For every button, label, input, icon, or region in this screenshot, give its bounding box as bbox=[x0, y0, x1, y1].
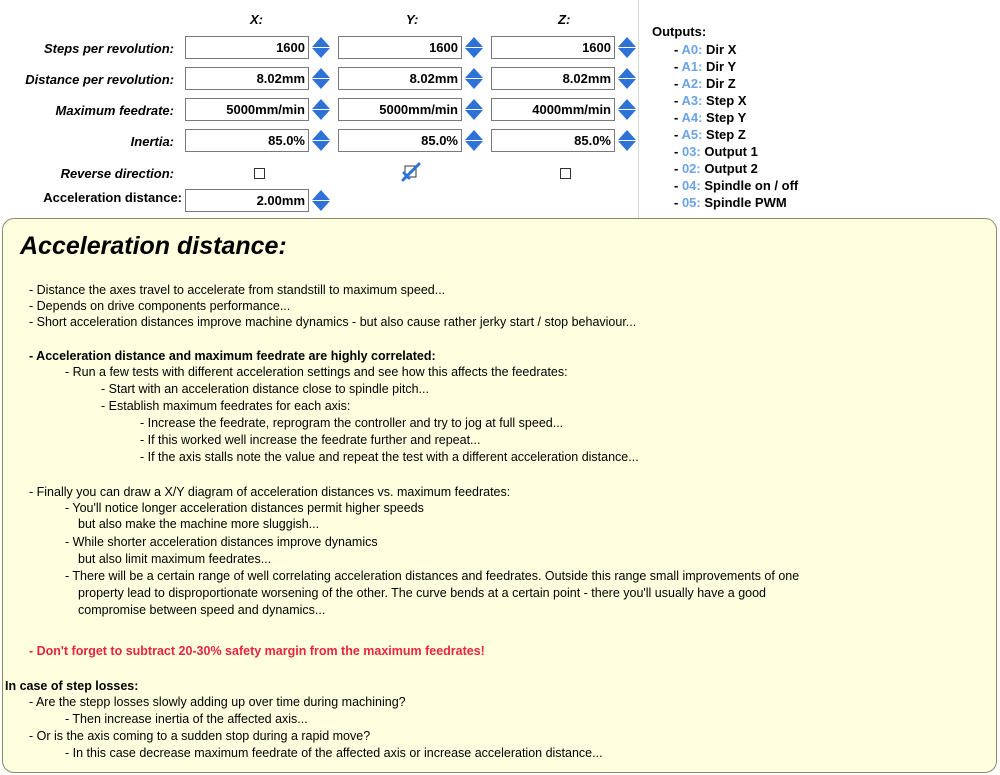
inertia-x-field[interactable] bbox=[185, 129, 331, 152]
inertia-y-spinner[interactable] bbox=[464, 129, 484, 152]
steps-y-input[interactable]: 1600 bbox=[338, 36, 462, 59]
output-item: - 04: Spindle on / off bbox=[674, 178, 799, 193]
reverse-z-checkbox[interactable] bbox=[560, 168, 571, 179]
column-header-x: X: bbox=[250, 12, 263, 27]
tooltip-line: - Increase the feedrate, reprogram the controller and try to jog at full speed... bbox=[140, 416, 564, 430]
spin-down-icon[interactable] bbox=[312, 79, 330, 89]
acceleration-distance-field[interactable] bbox=[185, 189, 331, 212]
output-item: - 05: Spindle PWM bbox=[674, 195, 787, 210]
feedrate-z-field[interactable] bbox=[491, 98, 637, 121]
tooltip-line: - Then increase inertia of the affected axis... bbox=[65, 712, 308, 726]
tooltip-line: but also make the machine more sluggish... bbox=[78, 517, 320, 531]
distance-z-input[interactable]: 8.02mm bbox=[491, 67, 615, 90]
help-tooltip bbox=[2, 218, 997, 773]
tooltip-line: - While shorter acceleration distances improve dynamics bbox=[65, 535, 378, 549]
distance-y-input[interactable]: 8.02mm bbox=[338, 67, 462, 90]
feedrate-x-field[interactable] bbox=[185, 98, 331, 121]
tooltip-line: - Short acceleration distances improve machine dynamics - but also cause rather jerky start / stop behaviour... bbox=[29, 315, 637, 329]
steps-x-spinner[interactable] bbox=[311, 36, 331, 59]
spin-down-icon[interactable] bbox=[312, 201, 330, 211]
output-item: - A3: Step X bbox=[674, 93, 747, 108]
feedrate-z-input[interactable]: 4000mm/min bbox=[491, 98, 615, 121]
reverse-x-checkbox[interactable] bbox=[254, 168, 265, 179]
distance-y-field[interactable] bbox=[338, 67, 484, 90]
inertia-y-field[interactable] bbox=[338, 129, 484, 152]
output-item: - A1: Dir Y bbox=[674, 59, 737, 74]
spin-up-icon[interactable] bbox=[465, 99, 483, 109]
spin-up-icon[interactable] bbox=[312, 190, 330, 200]
tooltip-line: - Finally you can draw a X/Y diagram of acceleration distances vs. maximum feedrates: bbox=[29, 485, 511, 499]
spin-up-icon[interactable] bbox=[312, 68, 330, 78]
spin-down-icon[interactable] bbox=[312, 48, 330, 58]
reverse-direction-label: Reverse direction: bbox=[60, 166, 174, 181]
spin-down-icon[interactable] bbox=[312, 110, 330, 120]
feedrate-x-input[interactable]: 5000mm/min bbox=[185, 98, 309, 121]
panel-divider bbox=[638, 0, 639, 218]
acceleration-distance-input[interactable]: 2.00mm bbox=[185, 189, 309, 212]
output-item: - A0: Dir X bbox=[674, 42, 737, 57]
column-header-y: Y: bbox=[406, 12, 419, 27]
spin-down-icon[interactable] bbox=[465, 48, 483, 58]
spin-down-icon[interactable] bbox=[618, 110, 636, 120]
tooltip-line: - Run a few tests with different acceleration settings and see how this affects the feedrates: bbox=[65, 365, 568, 379]
tooltip-line: property lead to disproportionate worsening of the other. The curve bends at a certain point - there you'll usually have a good bbox=[78, 586, 767, 600]
spin-up-icon[interactable] bbox=[312, 99, 330, 109]
steps-x-field[interactable] bbox=[185, 36, 331, 59]
distance-z-field[interactable] bbox=[491, 67, 637, 90]
spin-down-icon[interactable] bbox=[618, 79, 636, 89]
steps-y-spinner[interactable] bbox=[464, 36, 484, 59]
tooltip-line: - Establish maximum feedrates for each axis: bbox=[101, 399, 351, 413]
distance-x-field[interactable] bbox=[185, 67, 331, 90]
tooltip-line: - Depends on drive components performance... bbox=[29, 299, 291, 313]
inertia-y-input[interactable]: 85.0% bbox=[338, 129, 462, 152]
spin-down-icon[interactable] bbox=[465, 110, 483, 120]
inertia-label: Inertia: bbox=[130, 134, 174, 149]
tooltip-line: - Start with an acceleration distance close to spindle pitch... bbox=[101, 382, 429, 396]
tooltip-line: - Or is the axis coming to a sudden stop during a rapid move? bbox=[29, 729, 371, 743]
feedrate-y-field[interactable] bbox=[338, 98, 484, 121]
steps-x-input[interactable]: 1600 bbox=[185, 36, 309, 59]
safety-margin-warning: - Don't forget to subtract 20-30% safety margin from the maximum feedrates! bbox=[29, 644, 485, 658]
inertia-x-input[interactable]: 85.0% bbox=[185, 129, 309, 152]
feedrate-z-spinner[interactable] bbox=[617, 98, 637, 121]
spin-up-icon[interactable] bbox=[312, 37, 330, 47]
tooltip-section-heading: In case of step losses: bbox=[5, 679, 139, 693]
spin-up-icon[interactable] bbox=[618, 37, 636, 47]
spin-down-icon[interactable] bbox=[465, 141, 483, 151]
spin-down-icon[interactable] bbox=[618, 141, 636, 151]
spin-down-icon[interactable] bbox=[465, 79, 483, 89]
steps-z-field[interactable] bbox=[491, 36, 637, 59]
spin-up-icon[interactable] bbox=[312, 130, 330, 140]
tooltip-line: - Distance the axes travel to accelerate from standstill to maximum speed... bbox=[29, 283, 446, 297]
outputs-list bbox=[652, 24, 798, 211]
inertia-z-spinner[interactable] bbox=[617, 129, 637, 152]
maximum-feedrate-label: Maximum feedrate: bbox=[55, 103, 174, 118]
tooltip-line: - If this worked well increase the feedrate further and repeat... bbox=[140, 433, 481, 447]
output-item: - A2: Dir Z bbox=[674, 76, 736, 91]
tooltip-title: Acceleration distance: bbox=[20, 232, 287, 260]
spin-up-icon[interactable] bbox=[465, 37, 483, 47]
steps-z-input[interactable]: 1600 bbox=[491, 36, 615, 59]
tooltip-line: - There will be a certain range of well correlating acceleration distances and feedrates. Outside this range small improvements of one bbox=[65, 569, 800, 583]
feedrate-y-input[interactable]: 5000mm/min bbox=[338, 98, 462, 121]
tooltip-line: compromise between speed and dynamics... bbox=[78, 603, 326, 617]
tooltip-line: - You'll notice longer acceleration distances permit higher speeds bbox=[65, 501, 424, 515]
acceleration-distance-spinner[interactable] bbox=[311, 189, 331, 212]
spin-up-icon[interactable] bbox=[465, 68, 483, 78]
spin-down-icon[interactable] bbox=[618, 48, 636, 58]
distance-x-input[interactable]: 8.02mm bbox=[185, 67, 309, 90]
tooltip-line: - In this case decrease maximum feedrate of the affected axis or increase acceleration distance... bbox=[65, 746, 603, 760]
spin-down-icon[interactable] bbox=[312, 141, 330, 151]
steps-z-spinner[interactable] bbox=[617, 36, 637, 59]
distance-x-spinner[interactable] bbox=[311, 67, 331, 90]
tooltip-line: but also limit maximum feedrates... bbox=[78, 552, 272, 566]
acceleration-distance-label: Acceleration distance: bbox=[43, 190, 182, 205]
output-item: - 03: Output 1 bbox=[674, 144, 758, 159]
output-item: - A4: Step Y bbox=[674, 110, 747, 125]
feedrate-x-spinner[interactable] bbox=[311, 98, 331, 121]
spin-up-icon[interactable] bbox=[465, 130, 483, 140]
outputs-title: Outputs: bbox=[652, 24, 707, 39]
inertia-z-input[interactable]: 85.0% bbox=[491, 129, 615, 152]
spin-up-icon[interactable] bbox=[618, 68, 636, 78]
output-item: - A5: Step Z bbox=[674, 127, 746, 142]
reverse-y-checkbox[interactable] bbox=[400, 161, 422, 183]
feedrate-y-spinner[interactable] bbox=[464, 98, 484, 121]
inertia-z-field[interactable] bbox=[491, 129, 637, 152]
distance-per-revolution-label: Distance per revolution: bbox=[25, 72, 174, 87]
tooltip-line: - If the axis stalls note the value and repeat the test with a different acceleration distance... bbox=[140, 450, 639, 464]
spin-up-icon[interactable] bbox=[618, 99, 636, 109]
distance-y-spinner[interactable] bbox=[464, 67, 484, 90]
spin-up-icon[interactable] bbox=[618, 130, 636, 140]
axis-settings-panel bbox=[0, 0, 640, 225]
tooltip-line: - Are the stepp losses slowly adding up over time during machining? bbox=[29, 695, 406, 709]
column-header-z: Z: bbox=[558, 12, 571, 27]
steps-per-revolution-label: Steps per revolution: bbox=[43, 41, 174, 56]
tooltip-line: - Acceleration distance and maximum feedrate are highly correlated: bbox=[29, 349, 436, 363]
inertia-x-spinner[interactable] bbox=[311, 129, 331, 152]
output-item: - 02: Output 2 bbox=[674, 161, 758, 176]
steps-y-field[interactable] bbox=[338, 36, 484, 59]
distance-z-spinner[interactable] bbox=[617, 67, 637, 90]
